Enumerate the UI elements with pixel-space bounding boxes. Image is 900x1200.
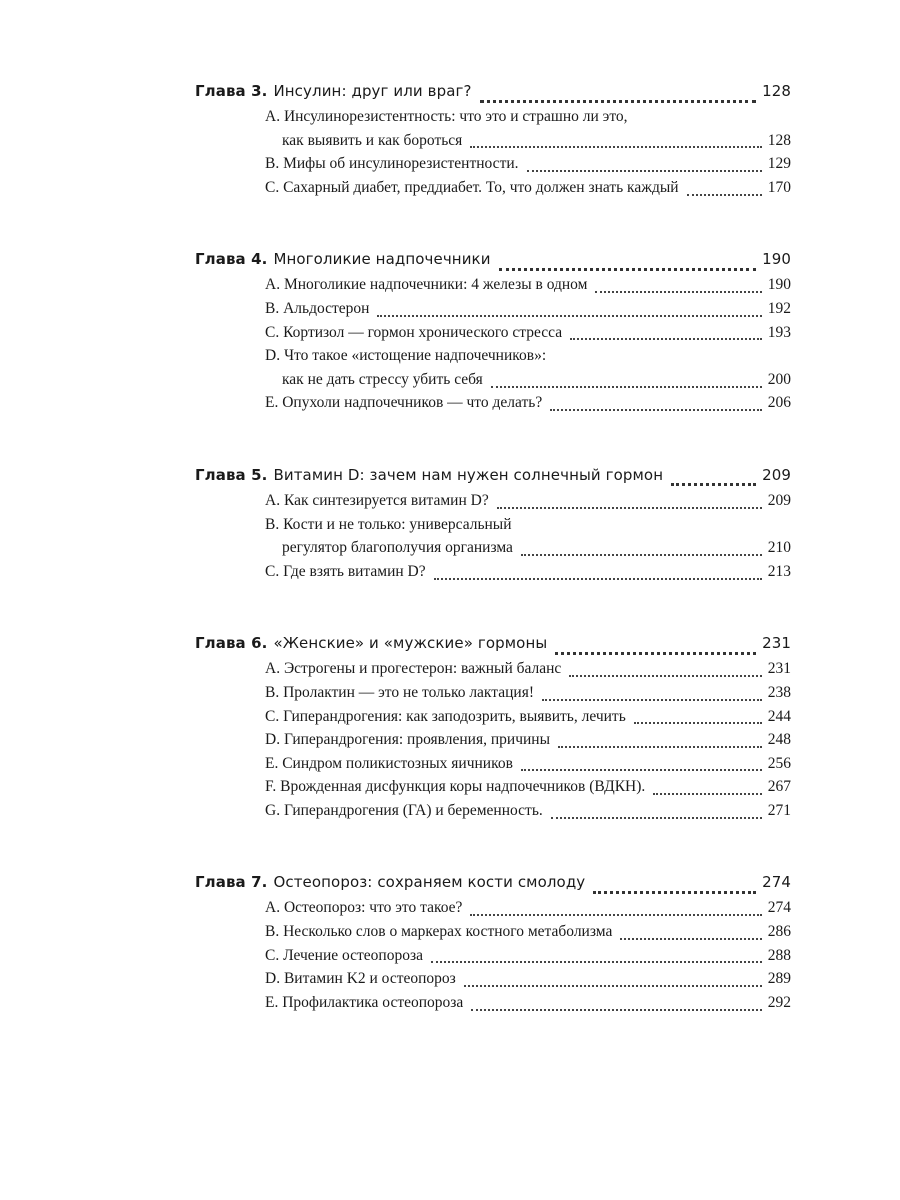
entry-page-number: 292 <box>767 993 791 1011</box>
dot-leader <box>527 170 762 172</box>
toc-entry <box>195 155 791 179</box>
dot-leader <box>499 268 757 271</box>
table-of-contents <box>195 82 791 1017</box>
dot-leader <box>491 386 762 388</box>
chapter-title: Многоликие надпочечники <box>273 250 491 269</box>
entry-page-number: 248 <box>767 731 791 749</box>
toc-entry <box>195 802 791 826</box>
chapter-title: Инсулин: друг или враг? <box>273 82 472 100</box>
dot-leader <box>464 985 762 987</box>
chapter-label: Глава 4. <box>195 250 268 269</box>
entry-page-number: 128 <box>767 131 791 149</box>
dot-leader <box>595 291 761 293</box>
entry-text: как не дать стрессу убить себя <box>282 370 483 388</box>
entry-text-line1: B. Кости и не только: универсальный <box>265 515 512 533</box>
dot-leader <box>471 1009 761 1011</box>
toc-entry <box>195 731 791 755</box>
entry-text: C. Лечение остеопороза <box>265 946 423 964</box>
entry-page-number: 288 <box>767 946 791 964</box>
entry-text: E. Профилактика остеопороза <box>265 993 464 1011</box>
entry-page-number: 206 <box>767 394 791 412</box>
dot-leader <box>570 338 762 340</box>
entry-page-number: 231 <box>767 660 791 678</box>
dot-leader <box>434 578 762 580</box>
chapter-heading <box>195 466 791 492</box>
entry-text: G. Гиперандрогения (ГА) и беременность. <box>265 801 543 819</box>
toc-entry <box>195 300 791 324</box>
chapter-heading <box>195 82 791 108</box>
dot-leader <box>550 409 762 411</box>
entry-text: C. Где взять витамин D? <box>265 562 426 580</box>
entry-text: B. Пролактин — это не только лактация! <box>265 683 534 701</box>
dot-leader <box>377 315 761 317</box>
entry-text: E. Опухоли надпочечников — что делать? <box>265 394 543 412</box>
entry-page-number: 267 <box>767 778 791 796</box>
chapter-page-number: 274 <box>762 873 791 892</box>
dot-leader <box>653 793 761 795</box>
dot-leader <box>470 914 761 916</box>
entry-page-number: 193 <box>767 323 791 341</box>
chapter-heading <box>195 250 791 276</box>
dot-leader <box>555 652 756 655</box>
entry-text: C. Кортизол — гормон хронического стресса <box>265 323 563 341</box>
entry-text: D. Витамин K2 и остеопороз <box>265 970 456 988</box>
chapter-title: Остеопороз: сохраняем кости смолоду <box>273 873 586 892</box>
toc-entry <box>195 324 791 348</box>
chapter-7 <box>195 873 791 1017</box>
dot-leader <box>671 483 756 486</box>
entry-page-number: 209 <box>767 491 791 509</box>
dot-leader <box>470 146 761 148</box>
toc-entry <box>195 563 791 587</box>
toc-entry <box>195 708 791 732</box>
toc-entry <box>195 970 791 994</box>
toc-entry <box>195 994 791 1018</box>
entry-page-number: 271 <box>767 801 791 819</box>
toc-entry <box>195 516 791 563</box>
chapter-page-number: 128 <box>762 82 791 100</box>
entry-page-number: 192 <box>767 299 791 317</box>
entry-page-number: 210 <box>767 539 791 557</box>
chapter-page-number: 209 <box>762 465 791 484</box>
chapter-label: Глава 6. <box>195 634 268 653</box>
entry-page-number: 286 <box>767 923 791 941</box>
toc-entry <box>195 899 791 923</box>
toc-entry <box>195 923 791 947</box>
entry-text: C. Сахарный диабет, преддиабет. То, что должен знать каждый <box>265 178 679 196</box>
chapter-label: Глава 3. <box>195 82 268 100</box>
toc-entry <box>195 492 791 516</box>
toc-entry <box>195 755 791 779</box>
dot-leader <box>687 194 762 196</box>
chapter-6 <box>195 634 791 825</box>
entry-page-number: 289 <box>767 970 791 988</box>
entry-page-number: 238 <box>767 683 791 701</box>
dot-leader <box>521 554 762 556</box>
entry-text: A. Эстрогены и прогестерон: важный баланс <box>265 660 562 678</box>
dot-leader <box>569 675 761 677</box>
toc-entry <box>195 778 791 802</box>
chapter-page-number: 190 <box>762 250 791 269</box>
dot-leader <box>558 746 762 748</box>
chapter-heading <box>195 634 791 660</box>
chapter-3 <box>195 82 791 202</box>
toc-entry <box>195 394 791 418</box>
entry-page-number: 213 <box>767 562 791 580</box>
entry-text: B. Мифы об инсулинорезистентности. <box>265 155 519 173</box>
entry-text: C. Гиперандрогения: как заподозрить, выявить, лечить <box>265 707 626 725</box>
toc-entry <box>195 108 791 155</box>
entry-text: B. Альдостерон <box>265 299 370 317</box>
chapter-heading <box>195 873 791 899</box>
entry-text-line1: A. Инсулинорезистентность: что это и страшно ли это, <box>265 108 628 125</box>
chapter-label: Глава 7. <box>195 873 268 892</box>
toc-entry <box>195 660 791 684</box>
chapter-title: «Женские» и «мужские» гормоны <box>273 634 548 653</box>
chapter-4 <box>195 250 791 418</box>
dot-leader <box>593 891 756 894</box>
chapter-page-number: 231 <box>762 634 791 653</box>
chapter-5 <box>195 466 791 586</box>
dot-leader <box>551 817 762 819</box>
entry-text-line1: D. Что такое «истощение надпочечников»: <box>265 347 547 365</box>
entry-text: F. Врожденная дисфункция коры надпочечников (ВДКН). <box>265 778 646 796</box>
entry-page-number: 200 <box>767 370 791 388</box>
entry-page-number: 274 <box>767 899 791 917</box>
chapter-title: Витамин D: зачем нам нужен солнечный гормон <box>273 465 664 484</box>
entry-text: как выявить и как бороться <box>282 131 463 149</box>
dot-leader <box>521 769 762 771</box>
toc-entry <box>195 276 791 300</box>
toc-entry <box>195 684 791 708</box>
dot-leader <box>634 722 762 724</box>
entry-page-number: 129 <box>767 155 791 173</box>
toc-entry <box>195 947 791 971</box>
dot-leader <box>480 100 757 103</box>
dot-leader <box>431 961 762 963</box>
entry-page-number: 170 <box>767 178 791 196</box>
entry-page-number: 190 <box>767 276 791 294</box>
entry-text: A. Остеопороз: что это такое? <box>265 899 463 917</box>
entry-text: A. Многоликие надпочечники: 4 железы в одном <box>265 276 588 294</box>
entry-text: регулятор благополучия организма <box>282 539 513 557</box>
entry-page-number: 244 <box>767 707 791 725</box>
dot-leader <box>497 507 762 509</box>
toc-entry <box>195 179 791 203</box>
entry-text: B. Несколько слов о маркерах костного метаболизма <box>265 923 613 941</box>
entry-page-number: 256 <box>767 754 791 772</box>
entry-text: E. Синдром поликистозных яичников <box>265 754 513 772</box>
entry-text: D. Гиперандрогения: проявления, причины <box>265 731 550 749</box>
toc-entry <box>195 347 791 394</box>
dot-leader <box>542 699 762 701</box>
dot-leader <box>620 938 761 940</box>
entry-text: A. Как синтезируется витамин D? <box>265 491 489 509</box>
chapter-label: Глава 5. <box>195 465 268 484</box>
